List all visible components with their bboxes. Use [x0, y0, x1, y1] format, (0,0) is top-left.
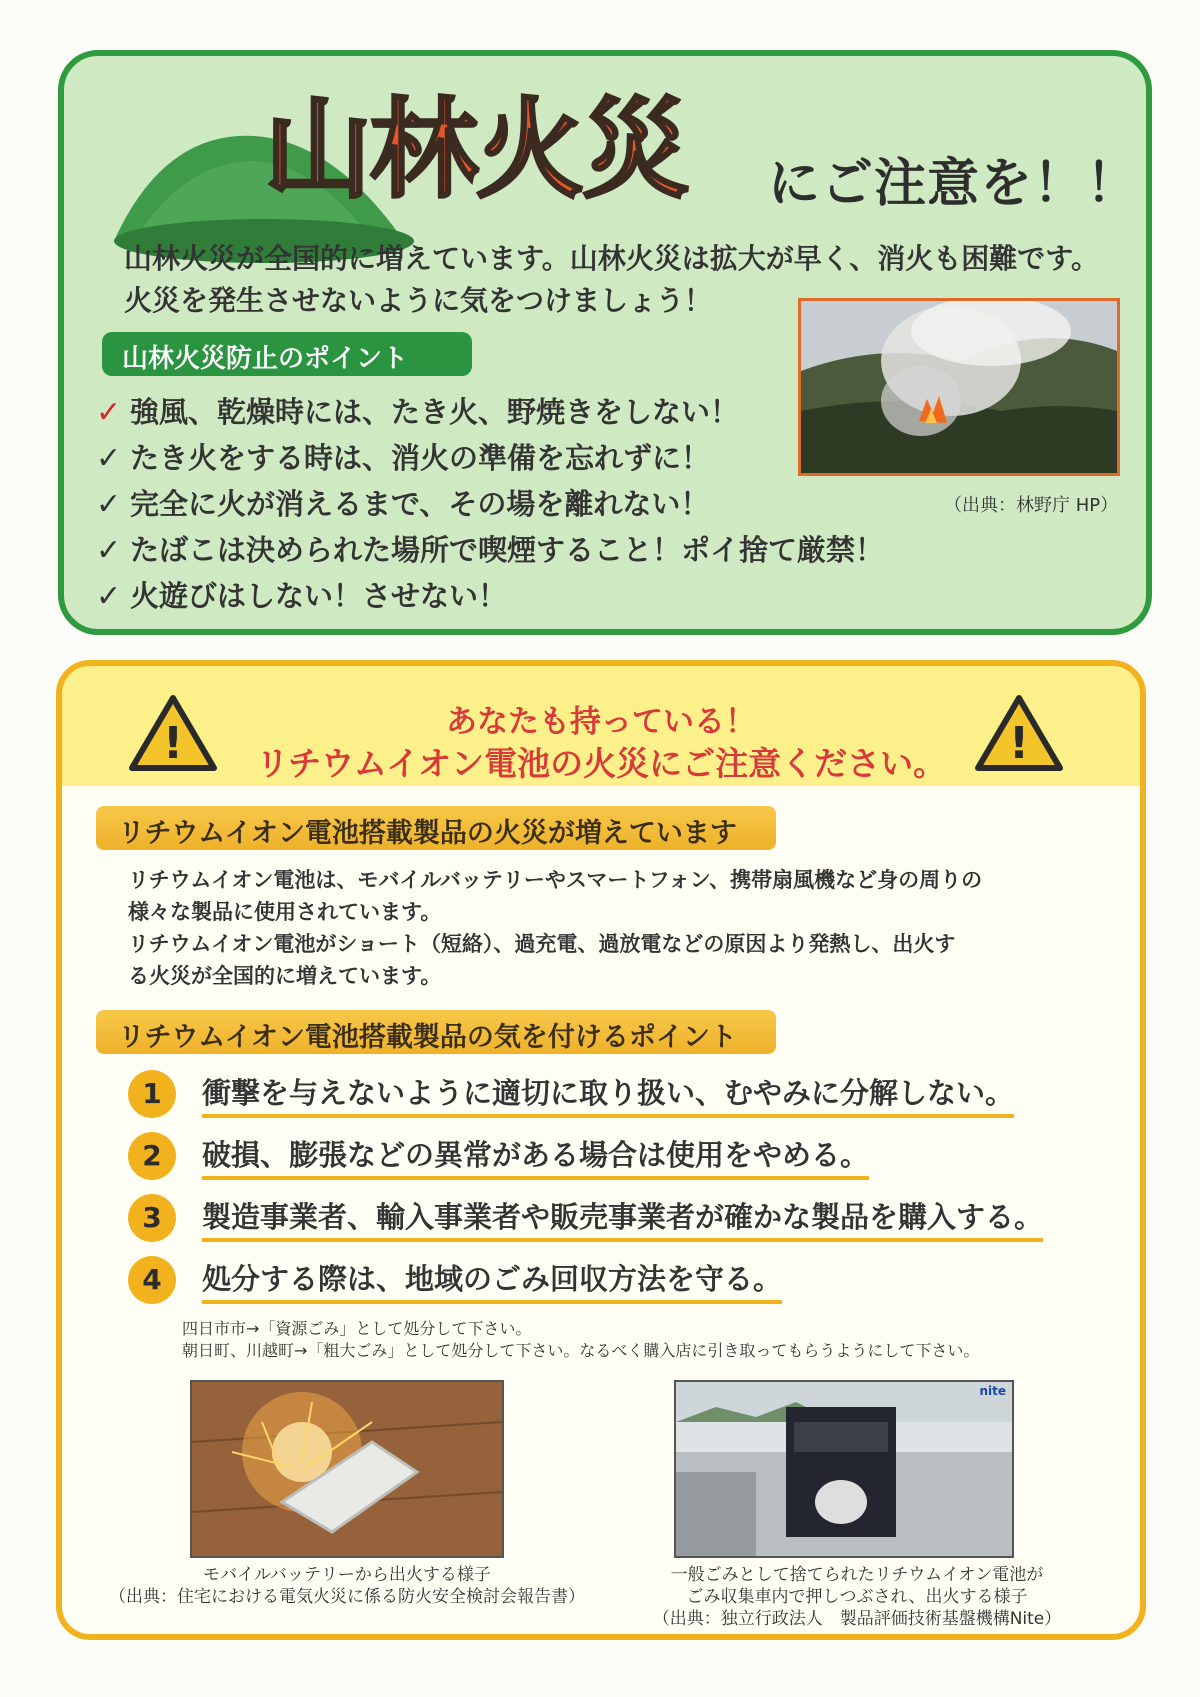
forest-fire-subtitle: にご注意を！！ — [768, 154, 1140, 214]
forest-fire-photo — [798, 298, 1120, 476]
warning-icon-mark: ! — [162, 718, 184, 769]
checklist-item-text: たき火をする時は、消火の準備を忘れずに！ — [130, 441, 711, 475]
body-line: リチウムイオン電池は、モバイルバッテリーやスマートフォン、携帯扇風機など身の周りの — [128, 868, 983, 892]
forest-fire-photo-image — [801, 301, 1117, 473]
body-line: 様々な製品に使用されています。 — [128, 900, 442, 924]
caption-line: 一般ごみとして捨てられたリチウムイオン電池が — [670, 1565, 1044, 1585]
caption-line: モバイルバッテリーから出火する様子 — [203, 1565, 491, 1585]
checklist-item-text: たばこは決められた場所で喫煙すること！ポイ捨て厳禁！ — [130, 533, 885, 567]
battery-fire-photo — [190, 1380, 504, 1558]
warning-icon-mark: ! — [1008, 718, 1030, 769]
forest-fire-panel — [58, 50, 1152, 635]
nite-logo: nite — [979, 1384, 1006, 1398]
garbage-truck-fire-photo — [674, 1380, 1014, 1558]
photo-credit: （出典：林野庁 HP） — [944, 495, 1119, 516]
tip-number-badge: 4 — [128, 1256, 176, 1304]
tip-number-badge: 3 — [128, 1194, 176, 1242]
tip-text: 破損、膨張などの異常がある場合は使用をやめる。 — [202, 1133, 869, 1180]
forest-fire-title: 山林火災 — [264, 88, 689, 213]
checklist-item-text: 火遊びはしない！させない！ — [130, 579, 508, 613]
red-checkmark-icon: ✓ — [96, 395, 122, 430]
body-line: る火災が全国的に増えています。 — [128, 964, 442, 988]
checklist-item-text: 完全に火が消えるまで、その場を離れない！ — [130, 487, 710, 521]
checkmark-icon: ✓ — [96, 487, 122, 522]
truck-photo-caption — [622, 1564, 1092, 1630]
prevention-points-header: 山林火災防止のポイント — [102, 332, 472, 376]
prevention-checklist — [96, 390, 884, 620]
tip-row — [128, 1194, 1043, 1246]
checkmark-icon: ✓ — [96, 441, 122, 476]
battery-headline-2: リチウムイオン電池の火災にご注意ください。 — [255, 744, 947, 783]
caption-line: （出典：住宅における電気火災に係る防火安全検討会報告書） — [109, 1587, 585, 1607]
forest-intro-line: 山林火災が全国的に増えています。山林火災は拡大が早く、消火も困難です。 — [124, 242, 1099, 275]
section-title-increase: リチウムイオン電池搭載製品の火災が増えています — [96, 806, 776, 850]
disposal-instructions — [182, 1318, 979, 1362]
checklist-item — [96, 482, 884, 528]
checklist-item-text: 強風、乾燥時には、たき火、野焼きをしない！ — [130, 395, 740, 429]
forest-intro-line: 火災を発生させないように気をつけましょう！ — [124, 284, 713, 317]
caption-line: （出典：独立行政法人 製品評価技術基盤機構Nite） — [652, 1609, 1062, 1629]
checklist-item — [96, 436, 884, 482]
battery-photo-caption — [82, 1564, 612, 1608]
checkmark-icon: ✓ — [96, 579, 122, 614]
battery-fire-photo-image — [192, 1382, 502, 1556]
garbage-truck-photo-image — [676, 1382, 1012, 1556]
battery-headline-1: あなたも持っている！ — [446, 704, 756, 740]
tip-number-badge: 1 — [128, 1070, 176, 1118]
body-line: リチウムイオン電池がショート（短絡）、過充電、過放電などの原因より発熱し、出火す — [128, 932, 956, 956]
checklist-item — [96, 528, 884, 574]
checkmark-icon: ✓ — [96, 533, 122, 568]
tip-text: 製造事業者、輸入事業者や販売事業者が確かな製品を購入する。 — [202, 1195, 1043, 1242]
tip-number-badge: 2 — [128, 1132, 176, 1180]
disposal-line: 朝日町、川越町→「粗大ごみ」として処分して下さい。なるべく購入店に引き取ってもらうようにして下さい。 — [182, 1341, 980, 1360]
checklist-item — [96, 574, 884, 620]
caption-line: ごみ収集車内で押しつぶされ、出火する様子 — [686, 1587, 1028, 1607]
tip-text: 処分する際は、地域のごみ回収方法を守る。 — [202, 1257, 782, 1304]
tip-row — [128, 1070, 1014, 1122]
tip-row — [128, 1256, 782, 1308]
tip-row — [128, 1132, 869, 1184]
tip-text: 衝撃を与えないように適切に取り扱い、むやみに分解しない。 — [202, 1071, 1014, 1118]
lithium-battery-panel — [56, 660, 1146, 1640]
section-title-tips: リチウムイオン電池搭載製品の気を付けるポイント — [96, 1010, 776, 1054]
disposal-line: 四日市市→「資源ごみ」として処分して下さい。 — [182, 1319, 532, 1338]
section-body-increase — [128, 864, 1068, 992]
checklist-item — [96, 390, 884, 436]
